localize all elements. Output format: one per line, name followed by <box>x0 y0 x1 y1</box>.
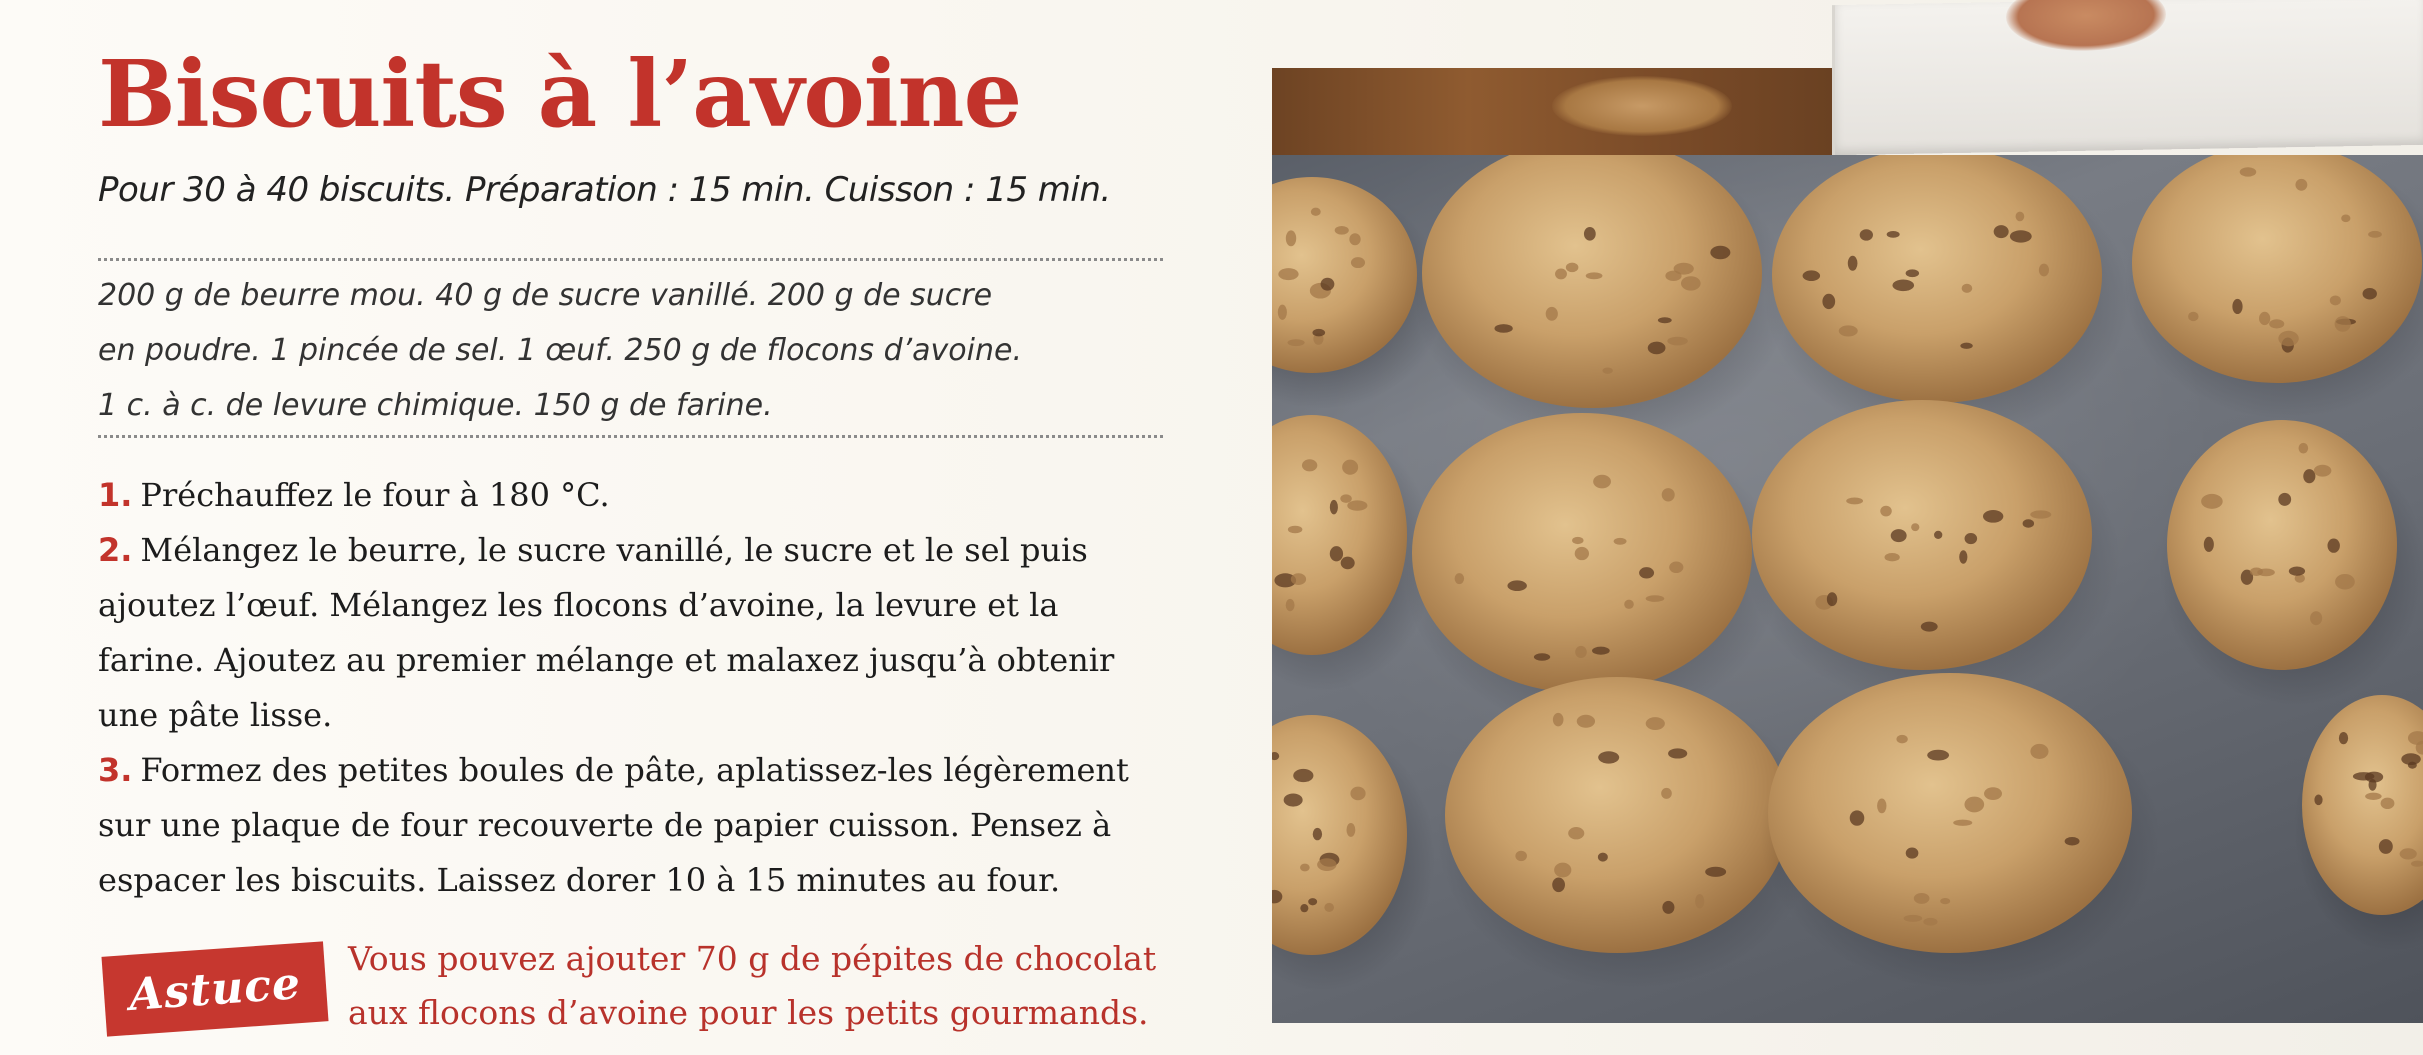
raisin-speck <box>2065 837 2080 845</box>
raisin-speck <box>1534 653 1550 660</box>
raisin-speck <box>1934 531 1942 539</box>
raisin-speck <box>1586 272 1603 279</box>
raisin-speck <box>2379 839 2393 854</box>
raisin-speck <box>1662 901 1674 914</box>
raisin-speck <box>1515 851 1527 861</box>
raisin-speck <box>1507 580 1526 591</box>
raisin-speck <box>2299 443 2309 454</box>
raisin-speck <box>1661 788 1672 799</box>
tip-badge <box>101 941 328 1036</box>
raisin-speck <box>1848 256 1858 271</box>
step-text-line: sur une plaque de four recouverte de papier cuisson. Pensez à <box>98 806 1112 844</box>
raisin-speck <box>1598 751 1619 763</box>
steps-list <box>98 468 1168 908</box>
tip-line: aux flocons d’avoine pour les petits gourmands. <box>348 993 1149 1032</box>
raisin-speck <box>1312 329 1325 337</box>
ingredients-line: 1 c. à c. de levure chimique. 150 g de farine. <box>98 388 773 423</box>
raisin-speck <box>1803 270 1820 281</box>
ingredients-list <box>98 268 1163 433</box>
raisin-speck <box>1827 592 1837 606</box>
raisin-speck <box>1592 647 1610 655</box>
raisin-speck <box>1658 317 1672 323</box>
raisin-speck <box>1927 750 1949 761</box>
cookies-illustration <box>1272 155 2423 1023</box>
raisin-speck <box>1308 898 1317 905</box>
raisin-speck <box>1877 799 1886 814</box>
yield-and-times: Pour 30 à 40 biscuits. Préparation : 15 min. Cuisson : 15 min. <box>98 170 1111 210</box>
raisin-speck <box>1710 246 1730 259</box>
raisin-speck <box>1674 263 1694 275</box>
raisin-speck <box>1455 573 1464 584</box>
step-text-line: farine. Ajoutez au premier mélange et malaxez jusqu’à obtenir <box>98 641 1115 679</box>
raisin-speck <box>1906 848 1919 859</box>
cookie <box>1772 155 2102 403</box>
raisin-speck <box>2295 179 2307 191</box>
raisin-speck <box>1962 284 1973 293</box>
raisin-speck <box>1346 823 1355 837</box>
raisin-speck <box>1494 324 1512 333</box>
raisin-speck <box>1313 828 1322 840</box>
raisin-speck <box>1278 305 1287 320</box>
raisin-speck <box>2353 772 2374 780</box>
raisin-speck <box>1300 904 1308 912</box>
raisin-speck <box>2030 744 2048 759</box>
raisin-speck <box>1953 820 1972 826</box>
raisin-speck <box>1572 537 1583 544</box>
raisin-speck <box>1300 864 1310 872</box>
raisin-speck <box>1598 853 1608 862</box>
raisin-speck <box>1347 500 1367 510</box>
raisin-speck <box>1349 233 1360 245</box>
raisin-speck <box>1669 562 1683 573</box>
raisin-speck <box>2240 167 2257 176</box>
raisin-speck <box>2365 793 2382 800</box>
raisin-speck <box>2201 494 2223 509</box>
raisin-speck <box>1321 278 1335 291</box>
raisin-speck <box>1602 367 1612 373</box>
raisin-speck <box>1959 550 1967 563</box>
raisin-speck <box>1311 208 1321 216</box>
raisin-speck <box>1639 567 1654 578</box>
raisin-speck <box>2188 312 2198 321</box>
raisin-speck <box>1695 894 1704 908</box>
raisin-speck <box>1553 713 1564 727</box>
raisin-speck <box>2257 568 2275 576</box>
ingredients-line: en poudre. 1 pincée de sel. 1 œuf. 250 g de flocons d’avoine. <box>98 333 1022 368</box>
tip-badge-label: Astuce <box>127 957 303 1021</box>
raisin-speck <box>2310 611 2322 625</box>
raisin-speck <box>1921 622 1938 632</box>
raisin-speck <box>2369 779 2377 791</box>
raisin-speck <box>1317 858 1336 871</box>
step-text-line: une pâte lisse. <box>98 696 333 734</box>
raisin-speck <box>2341 215 2350 223</box>
raisin-speck <box>1302 459 1317 471</box>
raisin-speck <box>1286 599 1295 611</box>
raisin-speck <box>1662 488 1675 501</box>
raisin-speck <box>2363 288 2377 300</box>
raisin-speck <box>2232 299 2242 314</box>
raisin-speck <box>1575 547 1589 560</box>
raisin-speck <box>1340 494 1351 502</box>
raisin-speck <box>2335 574 2355 590</box>
raisin-speck <box>1983 510 2003 523</box>
raisin-speck <box>1846 497 1863 504</box>
raisin-speck <box>1342 460 1358 475</box>
raisin-speck <box>1880 506 1892 517</box>
raisin-speck <box>1860 229 1873 240</box>
raisin-speck <box>1350 787 1365 801</box>
step-number: 1. <box>98 476 133 514</box>
raisin-speck <box>1555 268 1567 279</box>
recipe-title: Biscuits à l’avoine <box>98 40 1022 148</box>
raisin-speck <box>2259 312 2270 325</box>
raisin-speck <box>2289 567 2305 576</box>
step-1-line <box>98 468 1168 523</box>
raisin-speck <box>2339 732 2348 744</box>
raisin-speck <box>2204 537 2214 552</box>
raisin-speck <box>1286 230 1296 246</box>
raisin-speck <box>1822 294 1835 309</box>
raisin-speck <box>1896 735 1907 743</box>
photo-hand <box>2006 0 2166 52</box>
raisin-speck <box>2381 798 2395 809</box>
raisin-speck <box>1887 231 1900 238</box>
raisin-speck <box>1911 523 1919 531</box>
raisin-speck <box>1984 787 2002 800</box>
step-text-line: ajoutez l’œuf. Mélangez les flocons d’avoine, la levure et la <box>98 586 1059 624</box>
raisin-speck <box>2269 319 2284 328</box>
raisin-speck <box>2303 469 2315 483</box>
step-number: 2. <box>98 531 133 569</box>
raisin-speck <box>1341 557 1355 570</box>
raisin-speck <box>1284 793 1303 806</box>
raisin-speck <box>1593 475 1611 489</box>
step-text-line: espacer les biscuits. Laissez dorer 10 à 15 minutes au four. <box>98 861 1061 899</box>
raisin-speck <box>2016 212 2025 222</box>
cookie <box>1445 677 1789 953</box>
raisin-speck <box>2401 753 2420 765</box>
dotted-divider-top <box>98 258 1163 261</box>
raisin-speck <box>1287 339 1304 346</box>
raisin-speck <box>1923 918 1937 926</box>
raisin-speck <box>2330 295 2341 305</box>
step-3-line <box>98 743 1168 798</box>
raisin-speck <box>2368 231 2382 238</box>
raisin-speck <box>1994 225 2009 238</box>
raisin-speck <box>1667 337 1688 346</box>
cookie <box>2167 420 2397 670</box>
raisin-speck <box>2039 264 2049 277</box>
step-text: Formez des petites boules de pâte, aplatissez-les légèrement <box>140 751 1129 789</box>
raisin-speck <box>1351 257 1365 268</box>
raisin-speck <box>2023 519 2034 527</box>
cookies-photo <box>1272 155 2423 1023</box>
step-number: 3. <box>98 751 133 789</box>
raisin-speck <box>1964 797 1984 813</box>
raisin-speck <box>1965 533 1978 544</box>
raisin-speck <box>1554 863 1571 878</box>
raisin-speck <box>1552 877 1565 892</box>
raisin-speck <box>1624 600 1634 609</box>
photo-wooden-board <box>1272 68 1832 158</box>
raisin-speck <box>1577 715 1595 728</box>
raisin-speck <box>1940 898 1950 904</box>
raisin-speck <box>1891 529 1907 542</box>
photo-overlap-corner <box>1832 0 2423 155</box>
tip-text <box>348 932 1188 1040</box>
step-text: Mélangez le beurre, le sucre vanillé, le sucre et le sel puis <box>140 531 1088 569</box>
raisin-speck <box>1892 280 1914 292</box>
tip-line: Vous pouvez ajouter 70 g de pépites de chocolat <box>348 939 1157 978</box>
raisin-speck <box>1584 227 1596 241</box>
raisin-speck <box>1566 263 1579 273</box>
cookie <box>1752 400 2092 670</box>
raisin-speck <box>2278 493 2291 506</box>
raisin-speck <box>1648 342 1666 355</box>
ingredients-line: 200 g de beurre mou. 40 g de sucre vanillé. 200 g de sucre <box>98 278 993 313</box>
raisin-speck <box>2010 230 2032 242</box>
raisin-speck <box>1568 827 1584 839</box>
raisin-speck <box>2327 539 2339 553</box>
raisin-speck <box>1335 226 1349 235</box>
raisin-speck <box>1839 325 1858 336</box>
raisin-speck <box>1681 276 1701 290</box>
raisin-speck <box>1546 307 1558 321</box>
raisin-speck <box>1646 595 1665 602</box>
raisin-speck <box>1646 717 1665 730</box>
raisin-speck <box>1614 538 1627 545</box>
raisin-speck <box>1575 646 1587 658</box>
raisin-speck <box>1288 526 1302 534</box>
raisin-speck <box>1705 867 1726 877</box>
raisin-speck <box>1960 343 1972 349</box>
raisin-speck <box>2314 465 2332 477</box>
dotted-divider-bottom <box>98 435 1163 438</box>
raisin-speck <box>1906 269 1919 277</box>
step-2-line <box>98 523 1168 578</box>
raisin-speck <box>2030 510 2051 518</box>
raisin-speck <box>1293 769 1313 782</box>
raisin-speck <box>1904 915 1923 922</box>
raisin-speck <box>1324 903 1334 912</box>
cookie <box>1768 673 2132 953</box>
raisin-speck <box>1850 810 1865 825</box>
raisin-speck <box>1914 893 1930 904</box>
raisin-speck <box>1885 553 1900 561</box>
raisin-speck <box>1330 500 1338 514</box>
raisin-speck <box>2314 795 2322 806</box>
raisin-speck <box>1291 573 1306 585</box>
raisin-speck <box>1278 268 1298 280</box>
step-text: Préchauffez le four à 180 °C. <box>140 476 610 514</box>
raisin-speck <box>1330 546 1343 561</box>
raisin-speck <box>2335 316 2351 332</box>
raisin-speck <box>2400 848 2417 859</box>
raisin-speck <box>1668 748 1687 758</box>
raisin-speck <box>2278 331 2298 346</box>
